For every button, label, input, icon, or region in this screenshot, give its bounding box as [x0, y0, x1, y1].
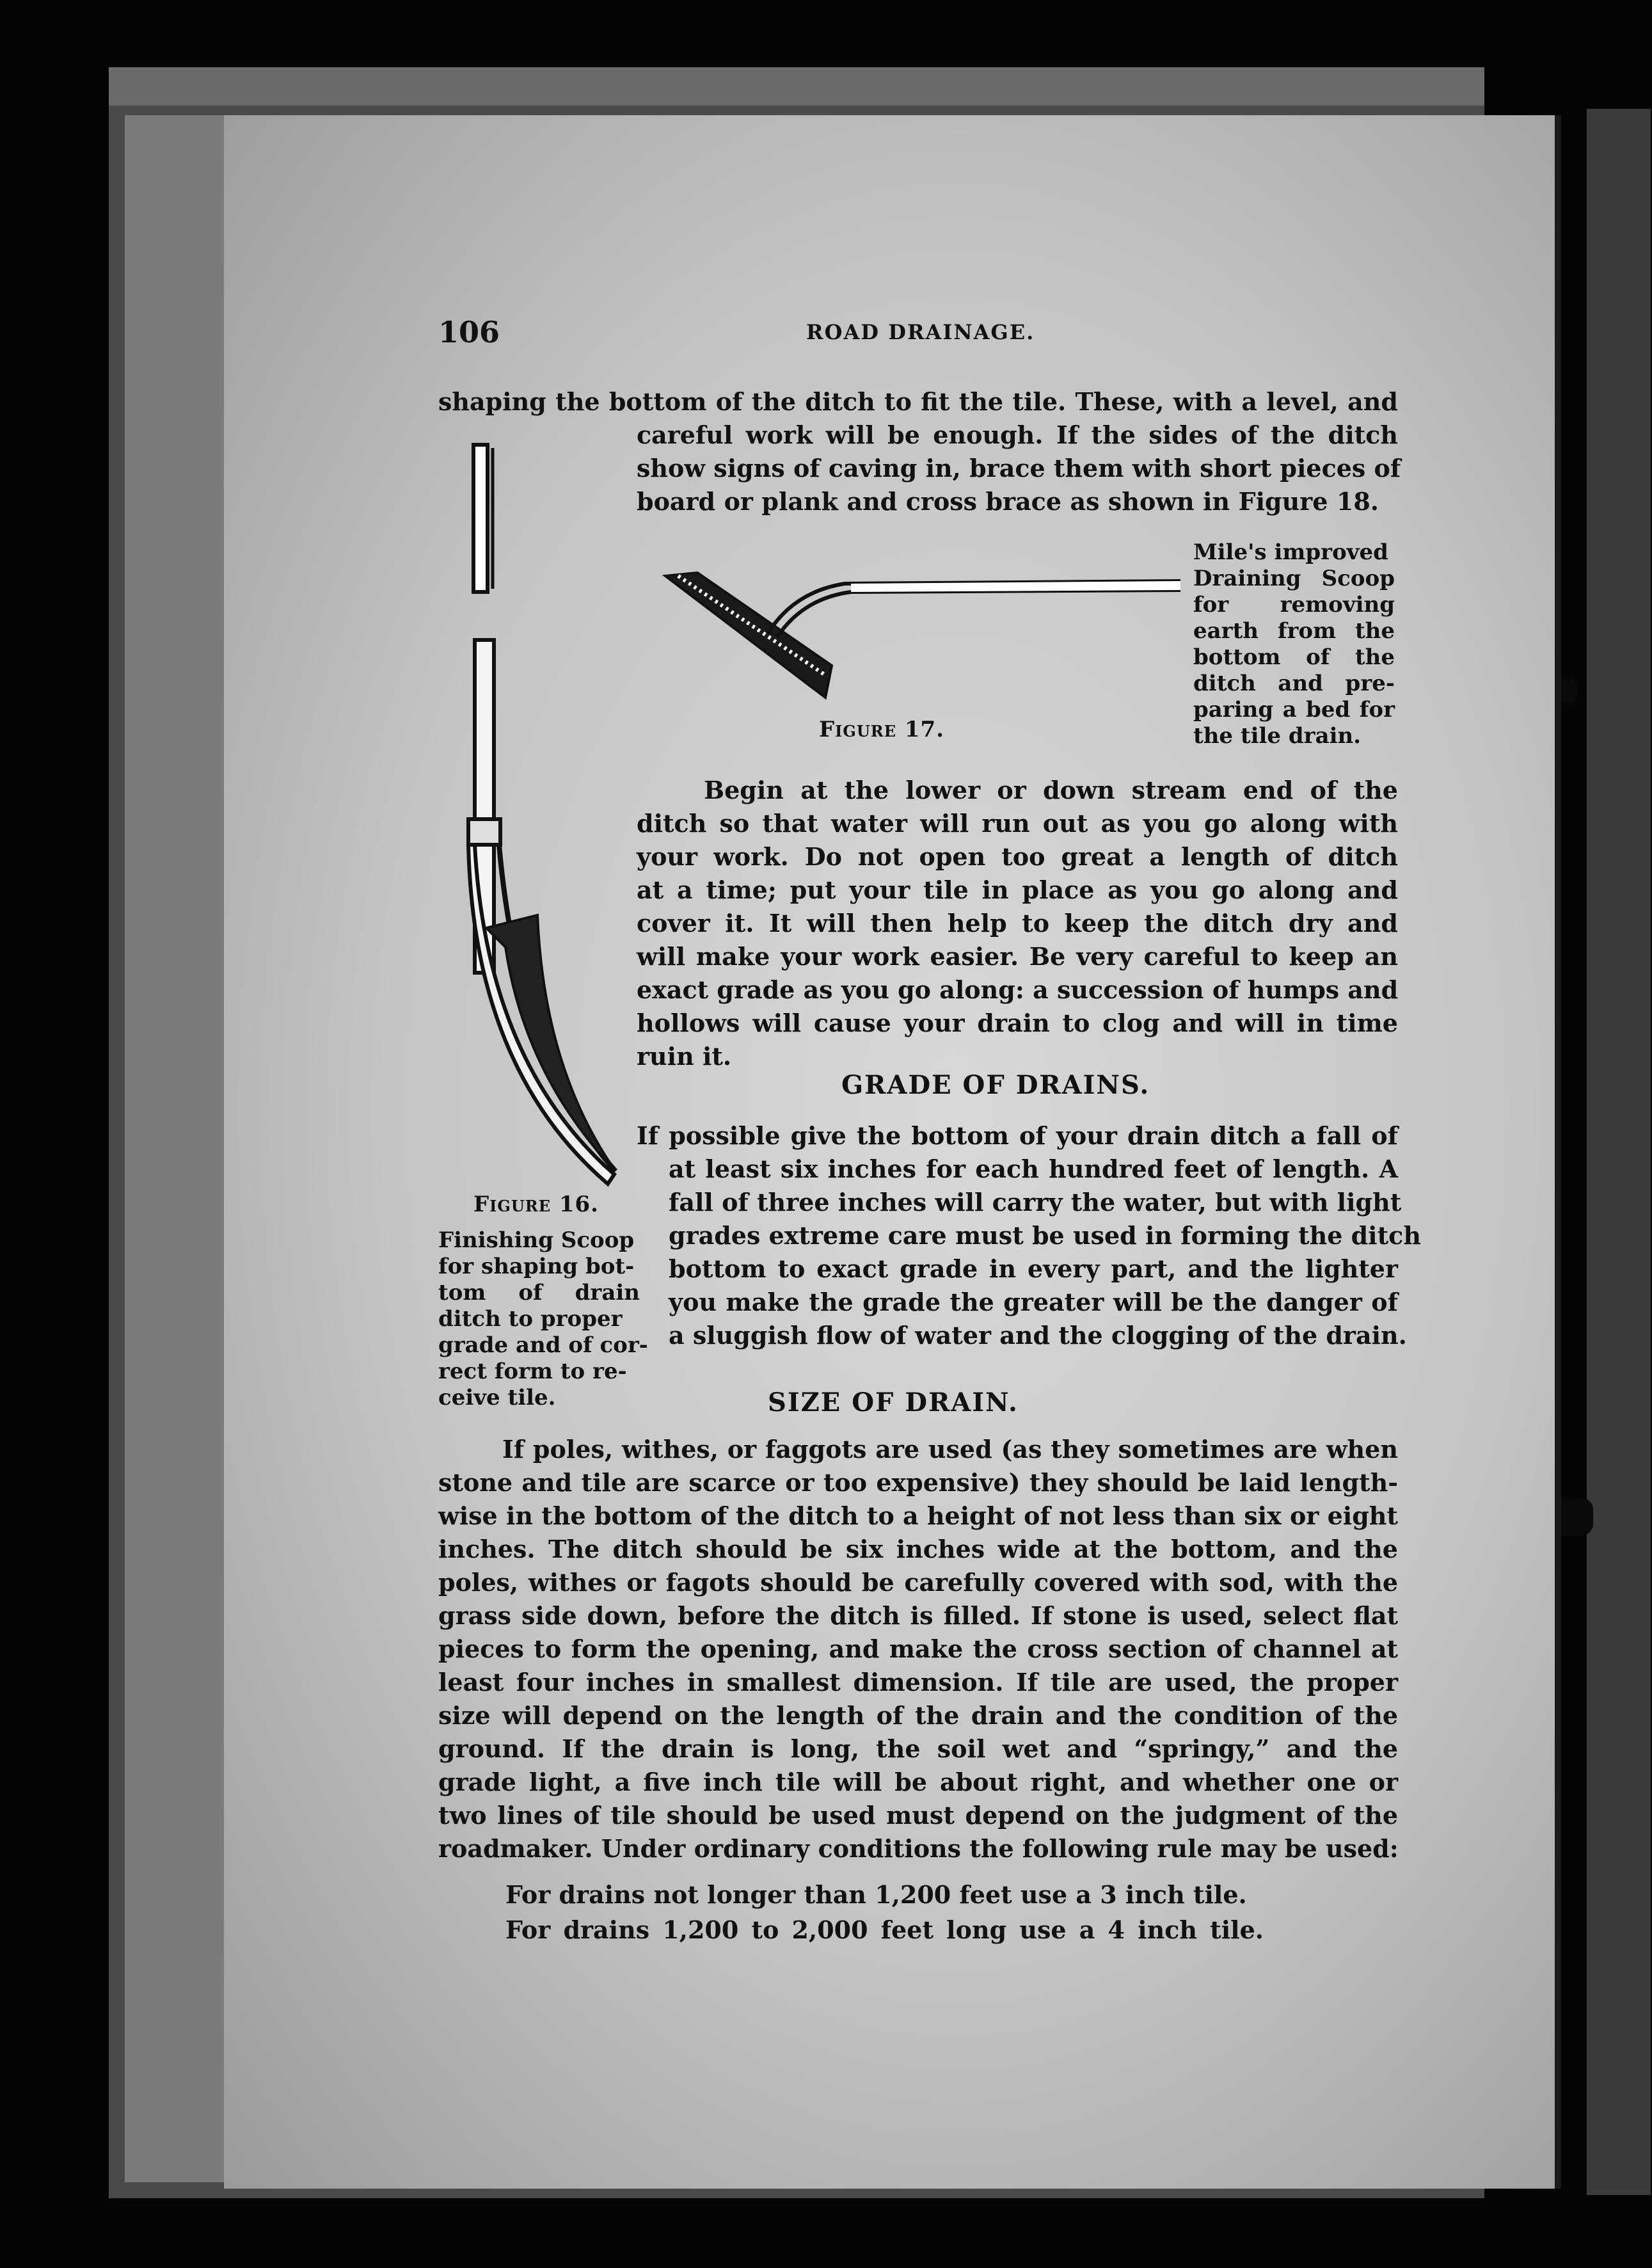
figure-16-caption-line: Finishing Scoop — [438, 1227, 635, 1253]
intro-line: board or plank and cross brace as shown in Figure 18. — [637, 487, 1379, 516]
figure-17-label: Figure 17. — [819, 717, 945, 742]
figure-16-label: Figure 16. — [473, 1192, 600, 1217]
running-title: ROAD DRAINAGE. — [806, 320, 1035, 344]
body-line: inches. The ditch should be six inches wide at the bottom, and the — [438, 1535, 1398, 1563]
body-line: poles, withes or fagots should be carefully covered with sod, with the — [438, 1568, 1398, 1597]
figure-17-caption-line: for removing — [1193, 592, 1395, 618]
figure-16-caption-line: ditch to proper — [438, 1306, 623, 1332]
body-line: at a time; put your tile in place as you go along and — [637, 875, 1398, 904]
body-line: stone and tile are scarce or too expensive) they should be laid length- — [438, 1468, 1398, 1497]
body-line: hollows will cause your drain to clog and will in time — [637, 1009, 1398, 1037]
figure-17-caption-line: Mile's improved — [1193, 539, 1388, 565]
scan-top-edge — [109, 67, 1484, 106]
figure-16-caption-line: ceive tile. — [438, 1385, 556, 1410]
figure-17-caption-line: the tile drain. — [1193, 723, 1362, 749]
draining-scoop-illustration-icon — [640, 550, 1196, 704]
page-edge-layer — [125, 115, 167, 2182]
figure-17-caption-line: earth from the — [1193, 618, 1395, 644]
figure-16-caption-line: for shaping bot- — [438, 1254, 635, 1279]
intro-line: show signs of caving in, brace them with short pieces of — [637, 454, 1401, 483]
figure-17-caption-line: Draining Scoop — [1193, 566, 1395, 591]
body-line: grade light, a five inch tile will be about right, and whether one or — [438, 1768, 1398, 1796]
figure-17-caption-line: bottom of the — [1193, 644, 1395, 670]
body-line: pieces to form the opening, and make the cross section of channel at — [438, 1634, 1398, 1663]
body-line: you make the grade the greater will be the danger of — [669, 1288, 1398, 1316]
body-line: fall of three inches will carry the water, but with light — [669, 1188, 1402, 1217]
body-line: grass side down, before the ditch is filled. If stone is used, select flat — [438, 1601, 1398, 1630]
body-line: If poles, withes, or faggots are used (as they sometimes are when — [502, 1435, 1398, 1464]
figure-16-caption-line: grade and of cor- — [438, 1332, 648, 1358]
body-line: ruin it. — [637, 1042, 732, 1071]
figure-16-caption-line: tom of drain — [438, 1280, 640, 1306]
body-line: cover it. It will then help to keep the ditch dry and — [637, 909, 1398, 938]
body-line: will make your work easier. Be very careful to keep an — [637, 942, 1398, 971]
body-line: roadmaker. Under ordinary conditions the following rule may be used: — [438, 1834, 1399, 1863]
body-line: two lines of tile should be used must depend on the judgment of the — [438, 1801, 1398, 1830]
body-line: at least six inches for each hundred feet of length. A — [669, 1154, 1398, 1183]
figure-16-caption-line: rect form to re- — [438, 1359, 627, 1384]
page-edge-layer — [195, 115, 228, 2182]
body-line: size will depend on the length of the drain and the condition of the — [438, 1701, 1398, 1730]
body-line: bottom to exact grade in every part, and the lighter — [669, 1254, 1398, 1283]
body-line: ground. If the drain is long, the soil wet and “springy,” and the — [438, 1734, 1398, 1763]
section-heading-size: SIZE OF DRAIN. — [768, 1387, 1019, 1418]
page-edge-layer — [163, 115, 199, 2182]
intro-line: careful work will be enough. If the sides of the ditch — [637, 420, 1398, 449]
body-line: wise in the bottom of the ditch to a height of not less than six or eight — [438, 1501, 1398, 1530]
body-line: exact grade as you go along: a succession of humps and — [637, 975, 1399, 1004]
finishing-scoop-illustration-icon — [448, 435, 640, 1203]
rule-line: For drains 1,200 to 2,000 feet long use a 4 inch tile. — [505, 1915, 1264, 1944]
page-number: 106 — [438, 315, 500, 349]
body-line: your work. Do not open too great a length of ditch — [637, 842, 1398, 871]
figure-17-caption-line: paring a bed for — [1193, 697, 1395, 723]
figure-17-caption-line: ditch and pre- — [1193, 671, 1395, 696]
facing-page-edge — [1587, 109, 1651, 2195]
intro-line: shaping the bottom of the ditch to fit the tile. These, with a level, and — [438, 387, 1398, 416]
body-line: least four inches in smallest dimension. If tile are used, the proper — [438, 1668, 1398, 1697]
body-line: a sluggish flow of water and the clogging of the drain. — [669, 1321, 1407, 1350]
body-line: If possible give the bottom of your drain ditch a fall of — [637, 1121, 1398, 1150]
rule-line: For drains not longer than 1,200 feet use a 3 inch tile. — [505, 1880, 1247, 1909]
body-line: ditch so that water will run out as you go along with — [637, 809, 1398, 838]
section-heading-grade: GRADE OF DRAINS. — [841, 1070, 1150, 1100]
body-line: Begin at the lower or down stream end of the — [704, 776, 1398, 804]
body-line: grades extreme care must be used in forming the ditch — [669, 1221, 1421, 1250]
